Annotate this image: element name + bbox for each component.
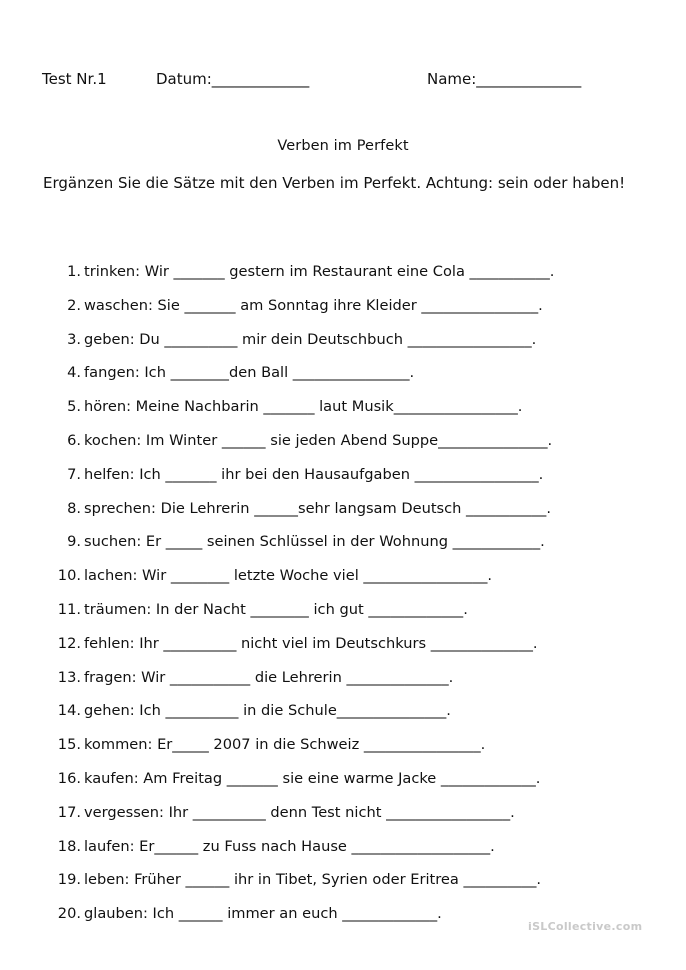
exercise-sentence: leben: Früher ______ ihr in Tibet, Syrien oder Eritrea __________. [84,871,542,889]
exercise-number: 16. [57,770,81,787]
exercise-sentence: träumen: In der Nacht ________ ich gut _____________. [84,601,468,618]
exercise-sentence: waschen: Sie _______ am Sonntag ihre Kleider ________________. [84,296,543,314]
exercise-sentence: lachen: Wir ________ letzte Woche viel _________________. [84,567,493,585]
exercise-item [0,699,686,723]
exercise-number: 7. [67,465,81,483]
exercise-item [0,835,686,859]
exercise-number: 1. [67,263,81,280]
exercise-sentence: kochen: Im Winter ______ sie jeden Abend Suppe_______________. [84,432,553,449]
exercise-item [0,666,686,690]
exercise-item [0,463,686,487]
exercise-sentence: geben: Du __________ mir dein Deutschbuch _________________. [84,330,537,348]
exercise-item [0,361,686,385]
exercise-sentence: glauben: Ich ______ immer an euch _____________. [84,905,442,923]
exercise-item [0,530,686,554]
worksheet-header [0,70,686,94]
exercise-sentence: gehen: Ich __________ in die Schule_______________. [84,702,451,720]
exercise-sentence: kommen: Er_____ 2007 in die Schweiz ________________. [84,736,486,754]
exercise-number: 13. [57,668,81,686]
exercise-number: 8. [67,499,81,517]
exercise-number: 20. [57,905,81,923]
exercise-sentence: sprechen: Die Lehrerin ______sehr langsam Deutsch ___________. [84,499,551,517]
exercise-sentence: helfen: Ich _______ ihr bei den Hausaufgaben _________________. [84,465,544,483]
exercise-sentence: laufen: Er______ zu Fuss nach Hause ___________________. [84,837,495,855]
exercise-item [0,328,686,352]
exercise-sentence: trinken: Wir _______ gestern im Restaurant eine Cola ___________. [84,263,555,280]
exercise-item [0,564,686,588]
watermark: iSLCollective.com [528,920,643,933]
exercise-number: 9. [67,533,81,551]
exercise-number: 19. [57,871,81,889]
exercise-sentence: fehlen: Ihr __________ nicht viel im Deutschkurs ______________. [84,634,538,652]
exercise-item [0,497,686,521]
exercise-item [0,767,686,791]
exercise-number: 12. [57,634,81,652]
exercise-sentence: fragen: Wir ___________ die Lehrerin ______________. [84,668,454,686]
exercise-number: 11. [57,601,81,618]
exercise-sentence: hören: Meine Nachbarin _______ laut Musik_________________. [84,398,523,416]
exercise-item [0,598,686,622]
exercise-number: 3. [67,330,81,348]
exercise-item [0,294,686,318]
exercise-number: 4. [67,364,81,382]
exercise-number: 17. [57,803,81,821]
exercise-item [0,801,686,825]
exercise-number: 10. [57,567,81,585]
exercise-number: 6. [67,432,81,449]
exercise-sentence: fangen: Ich ________den Ball ________________. [84,364,415,382]
exercise-number: 14. [57,702,81,720]
exercise-item [0,429,686,453]
name-field: Name:______________ [427,70,582,88]
worksheet-title: Verben im Perfekt [277,138,409,154]
exercise-number: 5. [67,398,81,416]
test-number: Test Nr.1 [42,70,107,88]
exercise-item [0,733,686,757]
exercise-sentence: suchen: Er _____ seinen Schlüssel in der Wohnung ____________. [84,533,545,551]
exercise-number: 2. [67,296,81,314]
exercise-sentence: kaufen: Am Freitag _______ sie eine warme Jacke _____________. [84,770,541,787]
exercise-number: 15. [57,736,81,754]
exercise-item [0,260,686,284]
exercise-item [0,868,686,892]
exercise-sentence: vergessen: Ihr __________ denn Test nicht _________________. [84,803,515,821]
date-field: Datum:_____________ [156,70,310,88]
exercise-item [0,632,686,656]
exercise-number: 18. [57,837,81,855]
exercise-item [0,395,686,419]
instruction-text: Ergänzen Sie die Sätze mit den Verben im Perfekt. Achtung: sein oder haben! [43,174,626,192]
